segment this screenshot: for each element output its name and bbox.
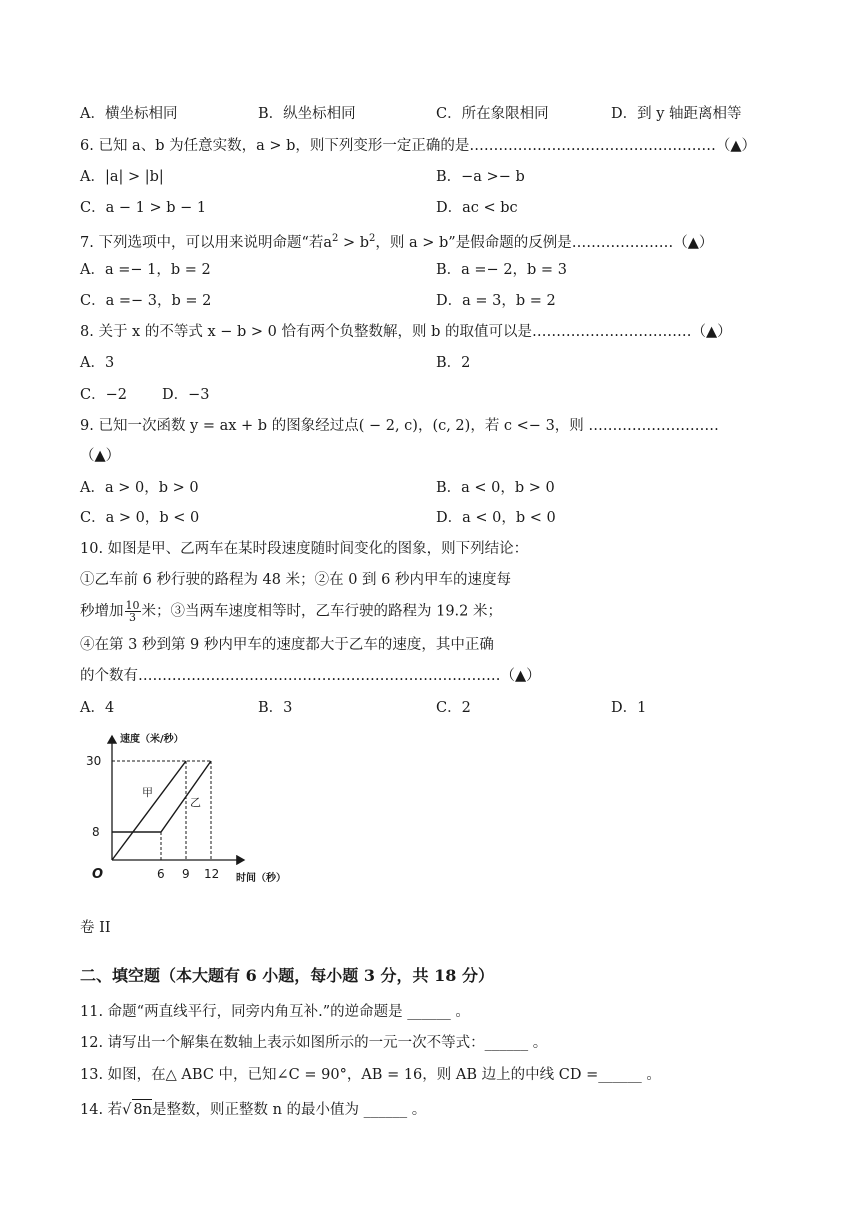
q10-line3: 秒增加 $\frac{10}{3}$ 米；③当两车速度相等时，乙车行驶的路程为 19.2 米； bbox=[80, 599, 503, 624]
q9-mark: （▲） bbox=[80, 448, 121, 464]
q10-line2: ①乙车前 6 秒行驶的路程为 48 米；②在 0 到 6 秒内甲车的速度每 bbox=[80, 572, 511, 588]
q9-option-d: D．a < 0，b < 0 bbox=[436, 510, 556, 526]
x-tick-12: 12 bbox=[204, 867, 220, 881]
x-axis-label: 时间（秒） bbox=[236, 873, 286, 884]
x-tick-6: 6 bbox=[157, 867, 165, 881]
q6-stem: 6. 已知 a、b 为任意实数，a > b，则下列变形一定正确的是……………………………………………（▲） bbox=[80, 138, 757, 154]
q11: 11. 命题“两直线平行，同旁内角互补.”的逆命题是 ______ 。 bbox=[80, 1004, 470, 1020]
y-axis-label: 速度（米/秒） bbox=[120, 734, 184, 745]
q7-option-c: C．a =− 3，b = 2 bbox=[80, 293, 212, 309]
q6-option-c: C．a − 1 > b − 1 bbox=[80, 200, 207, 216]
origin-label: O bbox=[92, 867, 104, 882]
q8-option-c: C．−2 bbox=[80, 387, 127, 403]
q7-option-d: D．a = 3，b = 2 bbox=[436, 293, 556, 309]
q6-option-a: A．|a| > |b| bbox=[80, 169, 164, 185]
q9-stem: 9. 已知一次函数 y = ax + b 的图象经过点( − 2, c)，(c, 2)，若 c <− 3，则 ……………………… bbox=[80, 418, 719, 434]
q10-line1: 10. 如图是甲、乙两车在某时段速度随时间变化的图象，则下列结论： bbox=[80, 541, 529, 557]
sqrt-icon: √ bbox=[122, 1102, 132, 1118]
y-tick-30: 30 bbox=[86, 754, 102, 768]
q13: 13. 如图，在△ ABC 中，已知∠C = 90°，AB = 16，则 AB 边上的中线 CD =______ 。 bbox=[80, 1067, 661, 1083]
y-tick-8: 8 bbox=[92, 825, 100, 839]
q8-option-b: B．2 bbox=[436, 355, 471, 371]
q10-option-d: D．1 bbox=[611, 700, 647, 716]
q5-option-d: D．到 y 轴距离相等 bbox=[611, 106, 742, 122]
q10-option-b: B．3 bbox=[258, 700, 293, 716]
q10-line4: ④在第 3 秒到第 9 秒内甲车的速度都大于乙车的速度，其中正确 bbox=[80, 637, 494, 653]
label-yi: 乙 bbox=[190, 796, 201, 809]
fraction: $\frac{10}{3}$ bbox=[125, 599, 140, 624]
q7-stem: 7. 下列选项中，可以用来说明命题“若$a^2 > b^2$，则 a > b”是假命题的反例是…………………（▲） bbox=[80, 233, 714, 251]
q6-option-b: B．−a >− b bbox=[436, 169, 525, 185]
q7-option-a: A．a =− 1，b = 2 bbox=[80, 262, 211, 278]
q5-option-a: A．横坐标相同 bbox=[80, 106, 178, 122]
q14: 14. 若√ 8n是整数，则正整数 n 的最小值为 ______ 。 bbox=[80, 1099, 426, 1120]
speed-time-graph bbox=[78, 728, 308, 888]
q5-option-b: B．纵坐标相同 bbox=[258, 106, 356, 122]
label-jia: 甲 bbox=[142, 786, 153, 799]
x-tick-9: 9 bbox=[182, 867, 190, 881]
q10-option-c: C．2 bbox=[436, 700, 471, 716]
q9-option-a: A．a > 0，b > 0 bbox=[80, 480, 199, 496]
q8-stem: 8. 关于 x 的不等式 x − b > 0 恰有两个负整数解，则 b 的取值可以是……………………………（▲） bbox=[80, 324, 732, 340]
q8-option-d: D．−3 bbox=[162, 387, 210, 403]
q12: 12. 请写出一个解集在数轴上表示如图所示的一元一次不等式：______ 。 bbox=[80, 1035, 548, 1051]
section-heading: 二、填空题（本大题有 6 小题，每小题 3 分，共 18 分） bbox=[80, 966, 494, 985]
q9-option-c: C．a > 0，b < 0 bbox=[80, 510, 200, 526]
q8-option-a: A．3 bbox=[80, 355, 115, 371]
q10-line5: 的个数有…………………………………………………………………（▲） bbox=[80, 668, 541, 684]
line-jia bbox=[112, 761, 186, 860]
q5-option-c: C．所在象限相同 bbox=[436, 106, 549, 122]
q10-option-a: A．4 bbox=[80, 700, 115, 716]
q7-option-b: B．a =− 2，b = 3 bbox=[436, 262, 567, 278]
q9-option-b: B．a < 0，b > 0 bbox=[436, 480, 555, 496]
q6-option-d: D．ac < bc bbox=[436, 200, 518, 216]
volume-label: 卷 II bbox=[80, 920, 111, 936]
